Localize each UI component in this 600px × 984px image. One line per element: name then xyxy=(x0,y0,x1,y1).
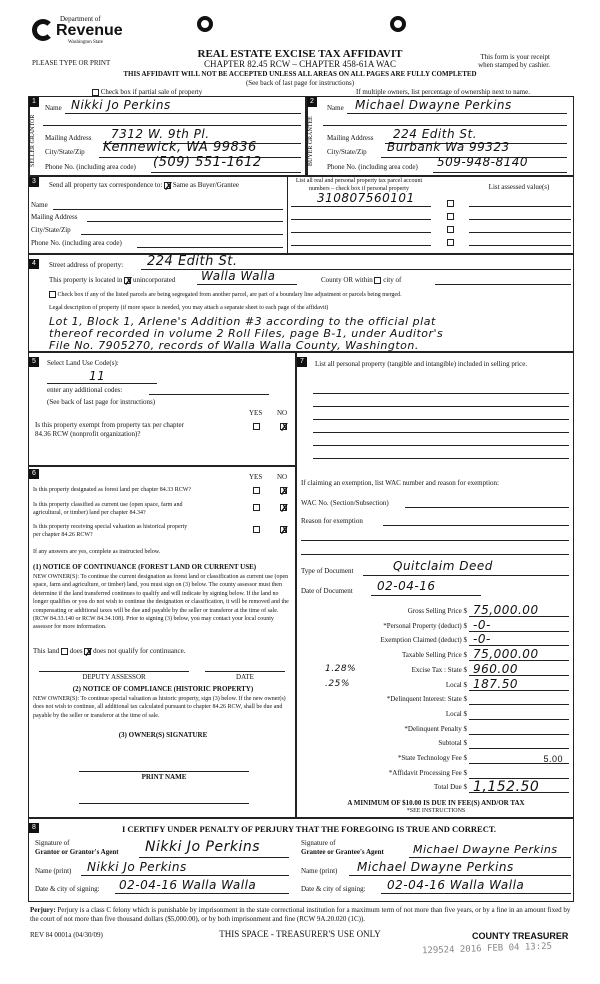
tax-row-value[interactable]: 1,152.50 xyxy=(473,779,540,796)
grantor-print-name[interactable]: Nikki Jo Perkins xyxy=(87,860,187,874)
seller-city[interactable]: Kennewick, WA 99836 xyxy=(103,140,257,155)
certify-statement: I CERTIFY UNDER PENALTY OF PERJURY THAT THE FOREGOING IS TRUE AND CORRECT. xyxy=(121,824,496,834)
section-number: 3 xyxy=(29,177,39,187)
tax-row-label: *Affidavit Processing Fee $ xyxy=(388,768,467,777)
tax-rate-note: 1.28% xyxy=(325,663,357,674)
land-use-label: Select Land Use Code(s): xyxy=(47,359,119,367)
if-yes-note: If any answers are yes, complete as instructed below. xyxy=(33,549,161,555)
see-instructions: *SEE INSTRUCTIONS xyxy=(406,808,466,814)
document-type[interactable]: Quitclaim Deed xyxy=(393,559,493,573)
tax-row-value[interactable]: 960.00 xyxy=(473,661,518,676)
treasurer-stamp: 129524 2016 FEB 04 13:25 xyxy=(421,941,553,957)
grantor-sig-label: Signature of Grantor or Grantor's Agent xyxy=(35,839,119,856)
personal-property-checkbox[interactable] xyxy=(447,200,454,207)
section-8-signatures xyxy=(28,818,574,902)
seller-phone[interactable]: (509) 551-1612 xyxy=(153,155,262,170)
legal-label: Legal description of property (if more space is needed, you may attach a separate sheet to each page of the affidavit) xyxy=(49,305,329,311)
deputy-date: DATE xyxy=(236,673,254,681)
forest-yes-checkbox[interactable] xyxy=(253,487,260,494)
please-type: PLEASE TYPE OR PRINT xyxy=(32,59,111,67)
buyer-mailing-label: Mailing Address xyxy=(327,134,374,142)
tax-row-label: Taxable Selling Price $ xyxy=(401,651,467,660)
grantee-signature[interactable]: Michael Dwayne Perkins xyxy=(413,843,558,856)
yes-header: YES xyxy=(249,473,263,481)
section-number: 1 xyxy=(29,97,39,107)
buyer-phone[interactable]: 509-948-8140 xyxy=(437,155,529,169)
treasurer-use: THIS SPACE - TREASURER'S USE ONLY xyxy=(219,929,381,939)
tax-row-value[interactable]: 187.50 xyxy=(473,676,518,691)
print-name-label: PRINT NAME xyxy=(141,773,187,781)
section-number: 8 xyxy=(29,823,39,833)
tax-row-value[interactable]: 75,000.00 xyxy=(473,647,539,662)
dor-logo xyxy=(30,15,123,55)
historic-no-checkbox[interactable]: ✗ xyxy=(280,524,290,537)
tax-row-value[interactable]: 75,000.00 xyxy=(473,603,539,617)
buyer-name-label: Name xyxy=(327,104,344,112)
seller-mailing[interactable]: 7312 W. 9th Pl. xyxy=(111,127,210,141)
current-use-question: Is this property classified as current use (open space, farm and agricultural, or timber) land per chapter 84.34? xyxy=(33,502,183,516)
continuance-row: This land does ✗ does not qualify for continuance. xyxy=(33,645,186,659)
grantee-print-label: Name (print) xyxy=(301,867,338,875)
current-use-yes-checkbox[interactable] xyxy=(253,504,260,511)
rev-number: REV 84 0001a (04/30/09) xyxy=(30,931,103,939)
located-row: This property is located in ✗ unincorporated xyxy=(49,274,176,288)
grantee-date-city[interactable]: 02-04-16 Walla Walla xyxy=(387,878,525,892)
parcel-number-1[interactable]: 310807560101 xyxy=(317,191,415,205)
binder-hole-left-icon xyxy=(197,16,213,32)
section-2-buyer xyxy=(306,96,574,176)
deputy-assessor: DEPUTY ASSESSOR xyxy=(82,673,146,681)
buyer-city[interactable]: Burbank Wa 99323 xyxy=(387,140,510,154)
corr-phone-label: Phone No. (including area code) xyxy=(31,239,122,247)
seller-mailing-label: Mailing Address xyxy=(45,134,92,142)
same-as-buyer-checkbox[interactable]: ✗ xyxy=(164,179,174,193)
corr-mailing-label: Mailing Address xyxy=(31,213,78,221)
legal-line-1[interactable]: Lot 1, Block 1, Arlene's Addition #3 according to the official plat xyxy=(49,315,436,328)
section-3-correspondence xyxy=(28,176,574,254)
tax-row-label: *State Technology Fee $ xyxy=(397,754,467,762)
personal-property-checkbox[interactable] xyxy=(447,239,454,246)
historic-question: Is this property receiving special valuation as historical property per chapter 84.26 RCW? xyxy=(33,524,188,538)
tax-row-label: Total Due $ xyxy=(434,783,467,792)
grantor-date-city[interactable]: 02-04-16 Walla Walla xyxy=(119,878,257,892)
section-5-land-use xyxy=(28,352,296,466)
buyer-city-label: City/State/Zip xyxy=(327,148,367,156)
tax-row-label: Local $ xyxy=(445,680,467,689)
form-warning: THIS AFFIDAVIT WILL NOT BE ACCEPTED UNLESS ALL AREAS ON ALL PAGES ARE FULLY COMPLETED xyxy=(123,70,477,78)
segregated-checkbox[interactable] xyxy=(49,291,56,298)
yes-header: YES xyxy=(249,409,263,417)
form-chapter: CHAPTER 82.45 RCW – CHAPTER 458-61A WAC xyxy=(204,59,396,69)
seller-grantor-label: SELLER GRANTOR xyxy=(29,107,41,175)
parcel-header: List all real and personal property tax parcel account numbers – check box if personal property xyxy=(295,178,423,192)
seller-city-label: City/State/Zip xyxy=(45,148,85,156)
notice-2-title: (2) NOTICE OF COMPLIANCE (HISTORIC PROPERTY) xyxy=(72,685,254,693)
document-date-label: Date of Document xyxy=(301,587,353,595)
personal-property-checkbox[interactable] xyxy=(447,226,454,233)
grantor-print-label: Name (print) xyxy=(35,867,72,875)
section-1-seller xyxy=(28,96,306,176)
buyer-name[interactable]: Michael Dwayne Perkins xyxy=(355,98,512,112)
partial-sale-checkbox[interactable] xyxy=(92,89,99,96)
tax-row-label: *Delinquent Penalty $ xyxy=(404,724,467,733)
section-6-special xyxy=(28,466,296,818)
notice-1-title: (1) NOTICE OF CONTINUANCE (FOREST LAND OR CURRENT USE) xyxy=(33,563,257,571)
buyer-mailing[interactable]: 224 Edith St. xyxy=(393,127,478,141)
form-title: REAL ESTATE EXCISE TAX AFFIDAVIT xyxy=(197,48,403,60)
logo-state: Washington State xyxy=(68,40,104,45)
does-not-checkbox[interactable]: ✗ xyxy=(84,645,94,659)
notice-2-text: NEW OWNER(S): To continue special valuation as historic property, sign (3) below. If the new owner(s) does not wish to continue, all additional tax calculated pursuant to chapter 84.26 RCW, shall be due and payable by the seller or transferor at the time of sale. xyxy=(33,696,286,719)
perjury-note: Perjury: Perjury is a class C felony which is punishable by imprisonment in the state correctional institution for a maximum term of not more than five years, or by a fine in an amount fixed by the court of not more than five thousand dollars ($5,000.00), or by both imprisonment and fine (RCW 9A.20.020 (1C)). xyxy=(30,906,571,923)
segregated-row: Check box if any of the listed parcels are being segregated from another parcel, are part of a boundary line adjustment or parcels being merged. xyxy=(49,291,402,298)
section-number: 6 xyxy=(29,469,39,479)
tax-row-value[interactable]: -0- xyxy=(473,632,491,647)
county-name[interactable]: Walla Walla xyxy=(201,269,276,283)
tax-row-label: Gross Selling Price $ xyxy=(407,607,467,615)
seller-name-label: Name xyxy=(45,104,62,112)
partial-sale-row: Check box if partial sale of property xyxy=(92,88,202,96)
no-header: NO xyxy=(277,409,288,417)
section-7-personal-property xyxy=(296,352,574,818)
exempt-no-checkbox[interactable]: ✗ xyxy=(280,421,290,434)
section-number: 5 xyxy=(29,357,39,367)
tax-row-label: *Delinquent Interest: State $ xyxy=(386,695,467,704)
exempt-yes-checkbox[interactable] xyxy=(253,423,260,430)
tax-row-label: Subtotal $ xyxy=(438,739,467,748)
logo-swoosh-icon xyxy=(32,19,54,41)
section-4-property xyxy=(28,254,574,352)
document-type-label: Type of Document xyxy=(301,567,354,575)
legal-line-2[interactable]: thereof recorded in volume 2 Roll Files, page B-1, under Auditor's xyxy=(49,327,444,340)
grantee-print-name[interactable]: Michael Dwayne Perkins xyxy=(357,860,514,874)
corr-name-label: Name xyxy=(31,201,48,209)
buyer-grantee-label: BUYER GRANTEE xyxy=(307,107,319,175)
grantee-sig-label: Signature of Grantee or Grantee's Agent xyxy=(301,839,384,856)
seller-phone-label: Phone No. (including area code) xyxy=(45,163,136,171)
forest-question: Is this property designated as forest land per chapter 84.33 RCW? xyxy=(33,487,192,493)
grantor-date-label: Date & city of signing: xyxy=(35,885,100,893)
property-street[interactable]: 224 Edith St. xyxy=(147,254,238,269)
unincorporated-checkbox[interactable]: ✗ xyxy=(124,274,134,288)
minimum-due: A MINIMUM OF $10.00 IS DUE IN FEE(S) AND/OR TAX xyxy=(347,799,525,807)
forest-no-checkbox[interactable]: ✗ xyxy=(280,485,290,498)
personal-property-label: List all personal property (tangible and intangible) included in selling price. xyxy=(315,360,528,368)
receipt-line1: This form is your receipt xyxy=(480,53,550,61)
historic-yes-checkbox[interactable] xyxy=(253,526,260,533)
county-or-city: County OR within city of xyxy=(321,276,402,284)
buyer-phone-label: Phone No. (including area code) xyxy=(327,163,418,171)
exemption-label: If claiming an exemption, list WAC number and reason for exemption: xyxy=(301,479,499,487)
notice-3-title: (3) OWNER(S) SIGNATURE xyxy=(118,731,208,739)
county-treasurer: COUNTY TREASURER xyxy=(472,931,569,941)
section-number: 7 xyxy=(297,357,307,367)
multiple-owners-note: If multiple owners, list percentage of ownership next to name. xyxy=(356,88,530,96)
wac-label: WAC No. (Section/Subsection) xyxy=(301,499,389,507)
seller-name[interactable]: Nikki Jo Perkins xyxy=(71,98,171,112)
tax-rate-note: .25% xyxy=(325,678,350,689)
land-use-code[interactable]: 11 xyxy=(89,369,106,383)
exempt-question: Is this property exempt from property tax per chapter 84.36 RCW (nonprofit organization)? xyxy=(35,421,184,438)
document-date[interactable]: 02-04-16 xyxy=(377,579,436,593)
section-number: 4 xyxy=(29,259,39,269)
binder-hole-right-icon xyxy=(390,16,406,32)
corr-city-label: City/State/Zip xyxy=(31,226,71,234)
tax-row-value[interactable]: 5.00 xyxy=(543,754,563,764)
see-back: (See back of last page for instructions) xyxy=(245,79,355,87)
tax-row-value[interactable]: -0- xyxy=(473,617,491,632)
street-label: Street address of property: xyxy=(49,261,124,269)
tax-row-label: *Personal Property (deduct) $ xyxy=(383,621,467,630)
assessed-header: List assessed value(s) xyxy=(488,183,550,191)
personal-property-checkbox[interactable] xyxy=(447,213,454,220)
current-use-no-checkbox[interactable]: ✗ xyxy=(280,502,290,515)
send-correspondence: Send all property tax correspondence to: ✗ Same as Buyer/Grantee xyxy=(49,179,239,193)
logo-department: Department of xyxy=(60,15,101,23)
no-header: NO xyxy=(277,473,288,481)
receipt-line2: when stamped by cashier. xyxy=(478,61,550,69)
legal-line-3[interactable]: File No. 7905270, records of Walla Walla County, Washington. xyxy=(49,339,419,352)
grantee-date-label: Date & city of signing: xyxy=(301,885,366,893)
land-use-see-back: (See back of last page for instructions) xyxy=(47,398,156,406)
grantor-signature[interactable]: Nikki Jo Perkins xyxy=(145,839,261,855)
section-number: 2 xyxy=(307,97,317,107)
notice-1-text: NEW OWNER(S): To continue the current designation as forest land or classification as current use (open space, farm and agriculture, or timber) land, you must sign on (3) below. The county assessor must then determine if the land transferred continues to qualify and will indicate by signing below. If the land no longer qualifies or you do not wish to continue the designation or classification, it will be removed and the compensating or additional taxes will be due and payable by the seller or transferor at the time of sale. (RCW 84.33.140 or RCW 84.34.108). Prior to signing (3) below, you may contact your local county assessor for more information. xyxy=(33,574,289,631)
logo-revenue: Revenue xyxy=(56,22,123,39)
city-checkbox[interactable] xyxy=(374,277,381,284)
tax-row-label: Local $ xyxy=(445,709,467,718)
tax-row-label: Excise Tax : State $ xyxy=(411,665,467,674)
reason-label: Reason for exemption xyxy=(301,517,363,525)
does-checkbox[interactable] xyxy=(61,648,68,655)
additional-codes-label: enter any additional codes: xyxy=(47,386,123,394)
tax-row-label: Exemption Claimed (deduct) $ xyxy=(380,636,467,645)
